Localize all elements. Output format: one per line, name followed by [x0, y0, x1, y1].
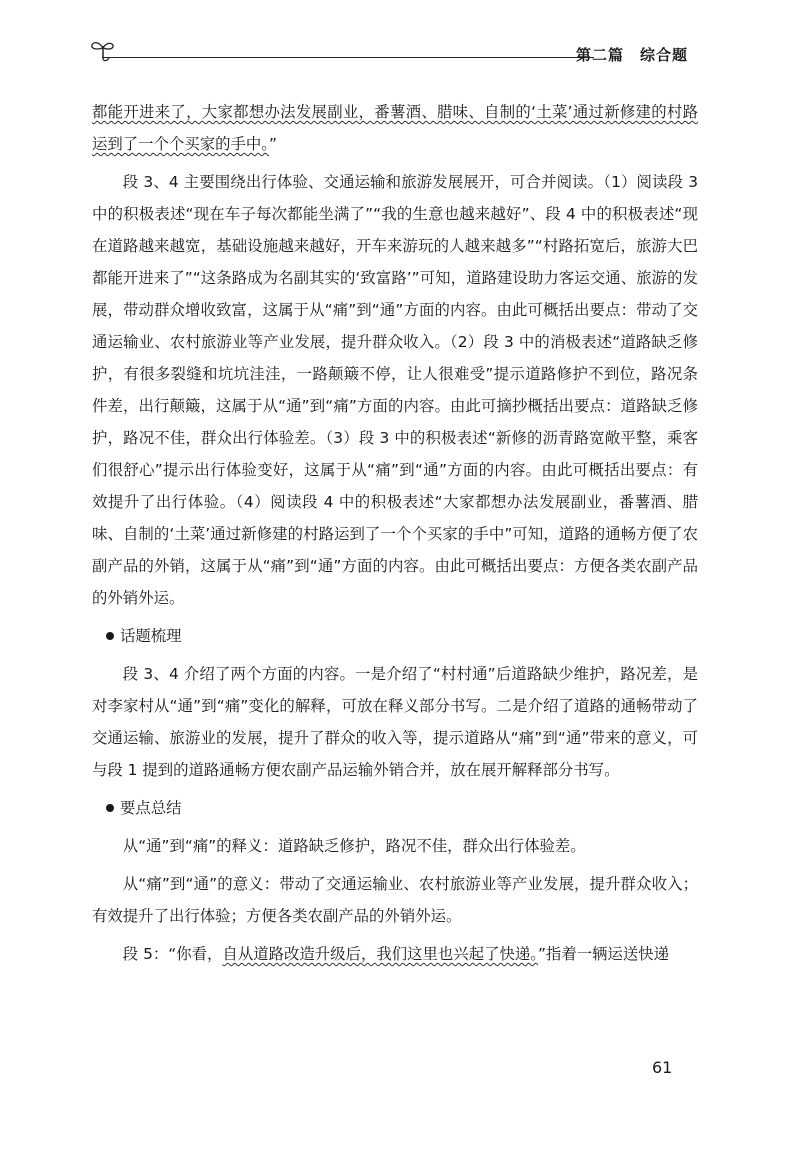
page-body — [92, 96, 698, 976]
bullet-icon — [106, 632, 114, 640]
heading-text: 话题梳理 — [120, 627, 182, 645]
wavy-underlined-phrase-1: 自从道路改造升级后， — [222, 945, 377, 963]
section-heading-summary — [92, 792, 698, 824]
closing-quote: ” — [269, 135, 277, 153]
paragraph-5-start — [92, 938, 698, 970]
running-header — [88, 36, 688, 70]
header-section: 综合题 — [639, 46, 688, 64]
header-title — [576, 44, 688, 65]
header-part: 第二篇 — [575, 46, 624, 64]
analysis-paragraph: 段 3、4 主要围绕出行体验、交通运输和旅游发展展开，可合并阅读。（1）阅读段 3 中的积极表述“现在车子每次都能坐满了”“我的生意也越来越好”、段 4 中的积极表述“现在道路越来越宽，基础设施越来越好，开车来游玩的人越来越多”“村路拓宽后，旅游大巴都能开进来了”“这条路成为名副其实的‘致富路’”可知，道路建设助力客运交通、旅游的发展，带动群众增收致富，这属于从“痛”到“通”方面的内容。由此可概括出要点：带动了交通运输业、农村旅游业等产业发展，提升群众收入。（2）段 3 中的消极表述“道路缺乏修护，有很多裂缝和坑坑洼洼，一路颠簸不停，让人很难受”提示道路修护不到位，路况条件差，出行颠簸，这属于从“通”到“痛”方面的内容。由此可摘抄概括出要点：道路缺乏修护，路况不佳，群众出行体验差。（3）段 3 中的积极表述“新修的沥青路宽敞平整，乘客们很舒心”提示出行体验变好，这属于从“痛”到“通”方面的内容。由此可概括出要点：有效提升了出行体验。（4）阅读段 4 中的积极表述“大家都想办法发展副业，番薯酒、腊味、自制的‘土菜’通过新修建的村路运到了一个个买家的手中”可知，道路的通畅方便了农副产品的外销，这属于从“痛”到“通”方面的内容。由此可概括出要点：方便各类农副产品的外销外运。 — [92, 173, 698, 607]
p5-tail: ”指着一辆运送快递 — [537, 945, 670, 963]
header-rule — [102, 57, 594, 58]
wavy-underlined-quote: 都能开进来了，大家都想办法发展副业，番薯酒、腊味、自制的‘土菜’通过新修建的村路运到了一个个买家的手中。 — [92, 103, 698, 153]
paragraph-continuation — [92, 96, 698, 160]
wavy-underlined-phrase-2: 我们这里也兴起了快递。 — [376, 945, 538, 963]
topic-paragraph: 段 3、4 介绍了两个方面的内容。一是介绍了“村村通”后道路缺少维护，路况差，是对李家村从“通”到“痛”变化的解释，可放在释义部分书写。二是介绍了道路的通畅带动了交通运输、旅游业的发展，提升了群众的收入等，提示道路从“痛”到“通”带来的意义，可与段 1 提到的道路通畅方便农副产品运输外销合并，放在展开解释部分书写。 — [92, 665, 698, 779]
page-number: 61 — [652, 1058, 673, 1077]
heading-text: 要点总结 — [120, 799, 182, 817]
summary-line-2: 从“痛”到“通”的意义：带动了交通运输业、农村旅游业等产业发展，提升群众收入；有效提升了出行体验；方便各类农副产品的外销外运。 — [92, 875, 698, 925]
sprout-icon — [88, 36, 118, 66]
section-heading-topic — [92, 620, 698, 652]
p5-lead: 段 5：“你看， — [122, 945, 223, 963]
bullet-icon — [106, 804, 114, 812]
summary-line-1: 从“通”到“痛”的释义：道路缺乏修护，路况不佳，群众出行体验差。 — [122, 837, 586, 855]
